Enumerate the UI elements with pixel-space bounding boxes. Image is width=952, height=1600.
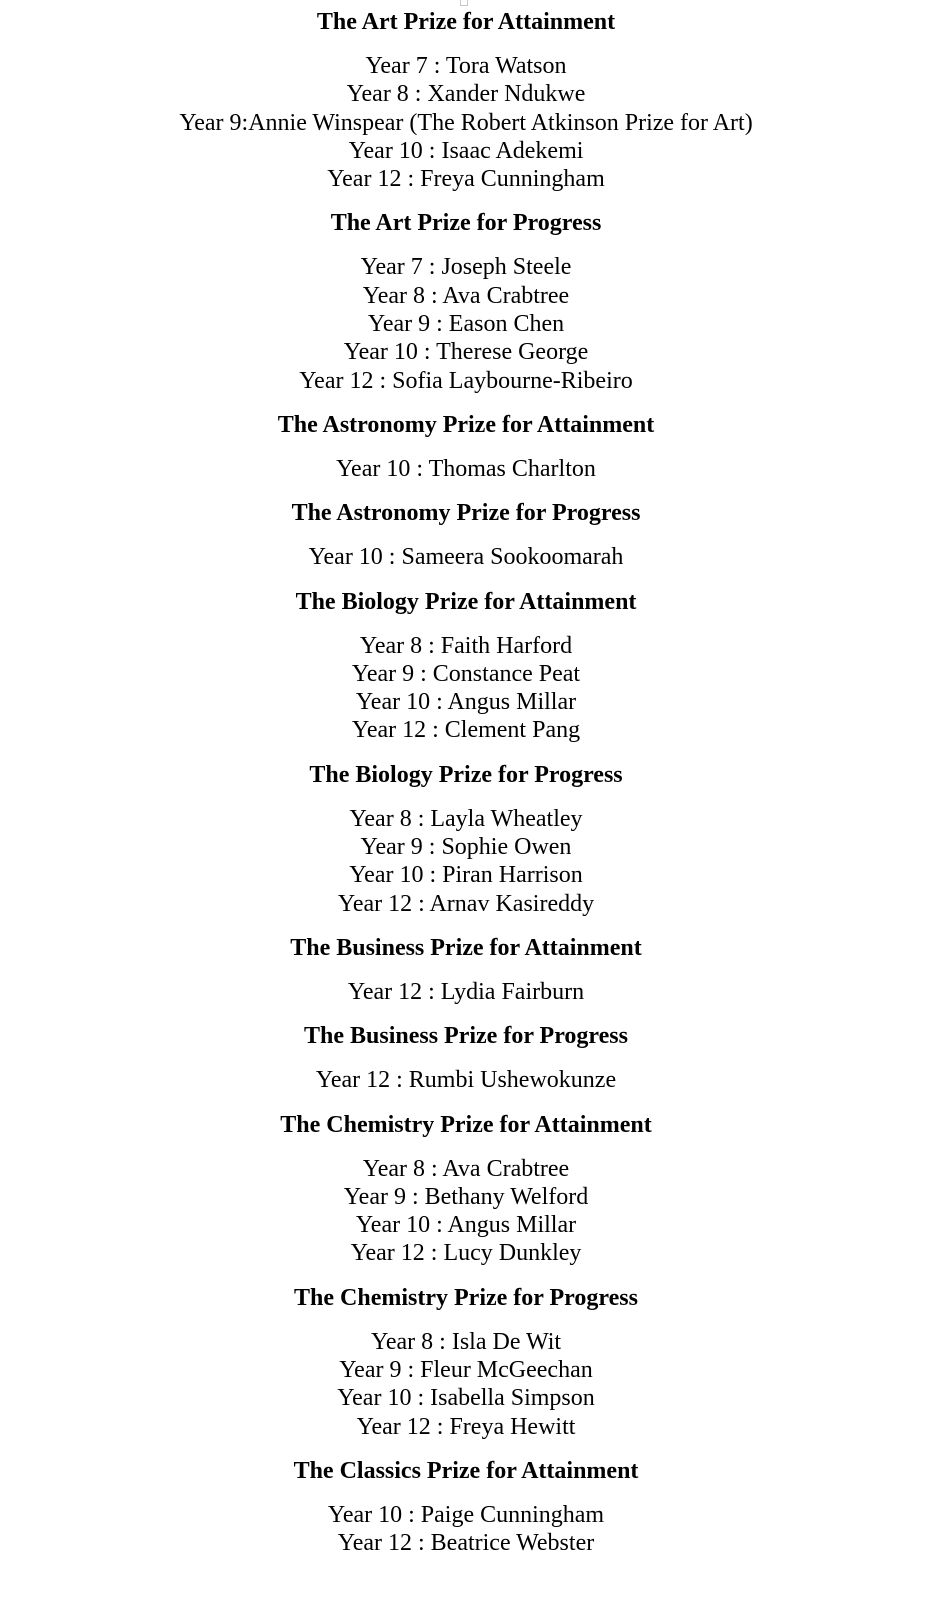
winner-entry: Year 12 : Freya Cunningham xyxy=(327,166,605,193)
winner-entry: Year 9 : Bethany Welford xyxy=(343,1183,589,1210)
winner-entry: Year 12 : Sofia Laybourne-Ribeiro xyxy=(299,367,633,394)
winner-entry: Year 9 : Sophie Owen xyxy=(360,834,572,861)
prize-heading: The Art Prize for Progress xyxy=(330,210,602,237)
winner-entry: Year 10 : Angus Millar xyxy=(355,1212,577,1239)
winner-list xyxy=(0,52,932,193)
winner-entry: Year 7 : Tora Watson xyxy=(365,53,567,79)
prize-section xyxy=(0,934,932,1006)
winner-entry: Year 7 : Joseph Steele xyxy=(360,254,572,281)
winner-entry: Year 9 : Eason Chen xyxy=(367,311,565,338)
winner-list xyxy=(0,805,932,918)
winner-list xyxy=(0,455,932,483)
winner-list xyxy=(0,978,932,1006)
winner-entry: Year 9 : Constance Peat xyxy=(351,660,581,687)
winner-entry: Year 12 : Lydia Fairburn xyxy=(347,978,585,1005)
prize-section xyxy=(0,1111,932,1268)
winner-entry: Year 10 : Angus Millar xyxy=(355,689,577,716)
winner-list xyxy=(0,1155,932,1268)
winner-entry: Year 10 : Paige Cunningham xyxy=(327,1501,605,1528)
winner-entry: Year 12 : Beatrice Webster xyxy=(337,1530,595,1557)
prize-heading: The Chemistry Prize for Attainment xyxy=(280,1111,652,1138)
winner-list xyxy=(0,1501,932,1558)
winner-entry: Year 10 : Sameera Sookoomarah xyxy=(308,544,624,571)
prize-section xyxy=(0,209,932,394)
winner-entry: Year 9:Annie Winspear (The Robert Atkinson Prize for Art) xyxy=(179,109,753,136)
prize-section xyxy=(0,499,932,571)
prize-section xyxy=(0,1022,932,1094)
prize-heading: The Business Prize for Progress xyxy=(304,1023,628,1050)
prize-section xyxy=(0,761,932,918)
prize-heading: The Chemistry Prize for Progress xyxy=(294,1284,638,1311)
winner-entry: Year 12 : Freya Hewitt xyxy=(356,1413,576,1440)
prize-section xyxy=(0,411,932,483)
winner-entry: Year 10 : Piran Harrison xyxy=(349,862,583,889)
prize-heading: The Biology Prize for Progress xyxy=(309,761,623,788)
prize-heading: The Astronomy Prize for Progress xyxy=(291,500,641,527)
prize-heading: The Biology Prize for Attainment xyxy=(295,588,637,615)
winner-entry: Year 12 : Lucy Dunkley xyxy=(350,1240,582,1267)
prize-section xyxy=(0,8,932,193)
winner-entry: Year 10 : Therese George xyxy=(343,339,589,366)
winner-list xyxy=(0,632,932,745)
prize-section xyxy=(0,1457,932,1558)
prize-section xyxy=(0,588,932,745)
prize-heading: The Business Prize for Attainment xyxy=(290,934,642,961)
winner-entry: Year 8 : Layla Wheatley xyxy=(349,805,583,832)
winner-list xyxy=(0,543,932,571)
prize-heading: The Classics Prize for Attainment xyxy=(293,1457,639,1484)
winner-entry: Year 8 : Ava Crabtree xyxy=(362,1155,570,1182)
winner-entry: Year 12 : Arnav Kasireddy xyxy=(337,890,595,917)
winner-list xyxy=(0,253,932,394)
winner-entry: Year 10 : Isabella Simpson xyxy=(337,1385,595,1412)
winner-entry: Year 8 : Faith Harford xyxy=(359,632,573,659)
page-top-marker xyxy=(460,0,468,6)
winner-list xyxy=(0,1328,932,1441)
prize-heading: The Art Prize for Attainment xyxy=(316,9,616,35)
winner-entry: Year 12 : Rumbi Ushewokunze xyxy=(315,1067,617,1094)
winner-entry: Year 12 : Clement Pang xyxy=(351,717,581,744)
prize-list-document xyxy=(0,8,932,1574)
winner-entry: Year 8 : Ava Crabtree xyxy=(362,282,570,309)
winner-entry: Year 10 : Thomas Charlton xyxy=(336,455,596,482)
winner-entry: Year 8 : Xander Ndukwe xyxy=(346,81,586,108)
winner-entry: Year 9 : Fleur McGeechan xyxy=(339,1357,593,1384)
winner-entry: Year 10 : Isaac Adekemi xyxy=(348,137,584,164)
winner-entry: Year 8 : Isla De Wit xyxy=(370,1328,562,1355)
prize-heading: The Astronomy Prize for Attainment xyxy=(277,411,655,438)
prize-section xyxy=(0,1284,932,1441)
winner-list xyxy=(0,1066,932,1094)
